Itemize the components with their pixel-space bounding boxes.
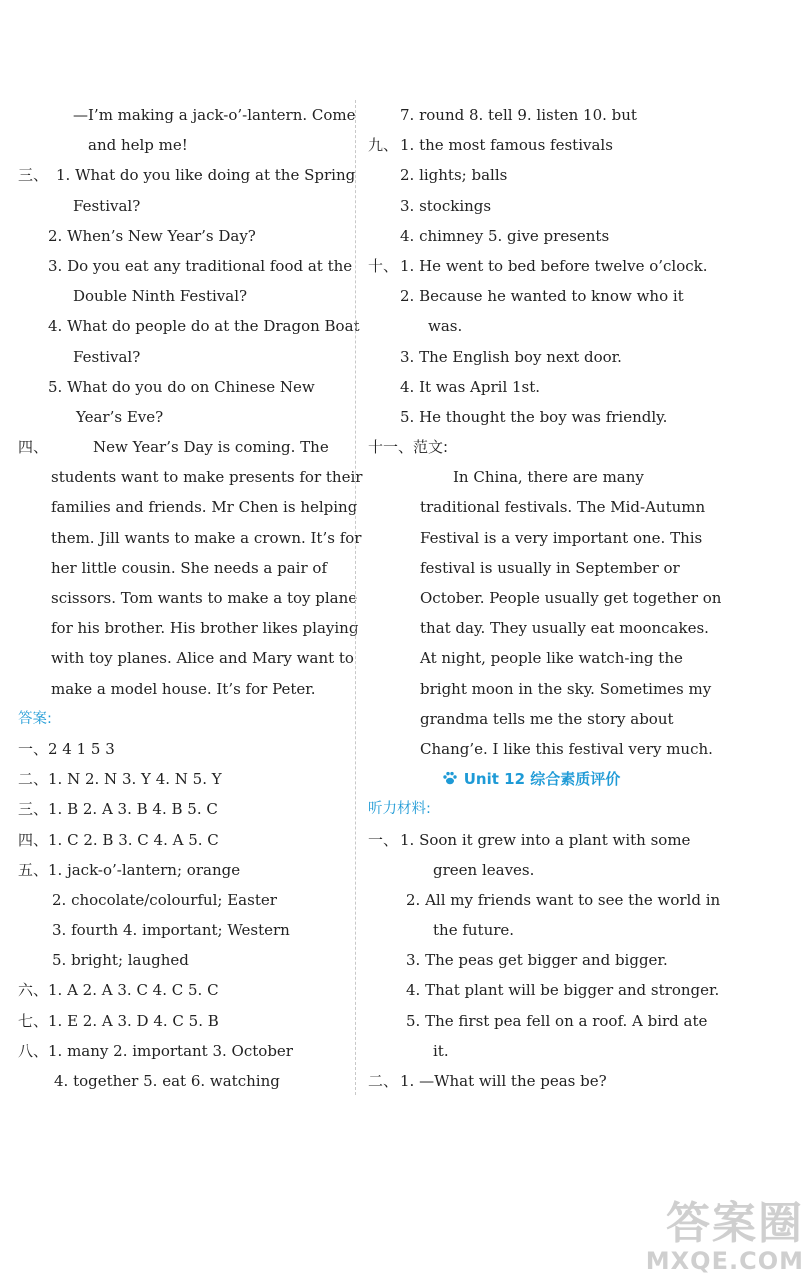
right-column [368,100,722,1096]
column-divider [355,100,356,1095]
text-line: Festival? [73,196,141,215]
text-line: for his brother. His brother likes playing [51,619,359,638]
essay-line: At night, people like watch-ing the [420,649,683,668]
text-line: 5. The first pea fell on a roof. A bird ate [406,1011,708,1030]
essay-line: grandma tells me the story about [420,709,674,728]
answer-line: 七、1. E 2. A 3. D 4. C 5. B [18,1011,219,1030]
section-11-heading [368,432,694,462]
text-line: 1. —What will the peas be? [400,1072,607,1090]
text-line: scissors. Tom wants to make a toy plane [51,589,358,607]
answer-line: 5. bright; laughed [52,951,189,970]
watermark [624,1200,804,1274]
answer-line: 四、1. C 2. B 3. C 4. A 5. C [18,830,219,849]
section-10-item-1 [368,251,708,281]
text-line: 3. Do you eat any traditional food at the [48,256,353,275]
text-line: 4. chimney 5. give presents [400,226,610,245]
essay-line: October. People usually get together on [420,589,722,607]
text-line: New Year’s Day is coming. The [93,438,329,457]
answer-line: 二、1. N 2. N 3. Y 4. N 5. Y [18,770,222,789]
text-line: 5. He thought the boy was friendly. [400,407,668,426]
essay-line: that day. They usually eat mooncakes. [420,619,709,638]
text-line: families and friends. Mr Chen is helping [51,498,358,517]
text-line: green leaves. [433,860,535,879]
text-line: and help me! [88,136,188,155]
paw-icon [442,771,458,785]
answers-heading: 答案: [18,710,52,727]
text-line: Double Ninth Festival? [73,287,248,306]
model-essay-label: 范文: [413,438,449,457]
text-line: 3. The peas get bigger and bigger. [406,951,668,970]
text-line: 1. He went to bed before twelve o’clock. [400,256,708,275]
answer-line: 三、1. B 2. A 3. B 4. B 5. C [18,800,218,819]
text-line: 1. the most famous festivals [400,136,613,155]
text-line: 4. It was April 1st. [400,377,541,396]
text-line: 2. When’s New Year’s Day? [48,226,256,245]
text-line: —I’m making a jack-o’-lantern. Come [73,106,356,124]
text-line: 2. All my friends want to see the world in [406,890,721,909]
listening-2-item-1 [368,1066,694,1096]
text-line: with toy planes. Alice and Mary want to [51,649,354,668]
section-3-item-1 [18,160,356,190]
text-line: 2. Because he wanted to know who it [400,287,684,306]
section-4-first-line [18,432,343,462]
text-line: Festival? [73,347,141,366]
watermark-url: MXQE.COM [645,1247,804,1275]
listening-1-item-1 [368,825,694,855]
essay-line: festival is usually in September or [420,558,680,577]
answer-line: 八、1. many 2. important 3. October [18,1041,293,1060]
text-line: them. Jill wants to make a crown. It’s for [51,528,362,547]
text-line: it. [433,1041,449,1060]
answer-line: 一、2 4 1 5 3 [18,739,115,758]
section-marker: 十、 [368,256,399,275]
answer-line: 五、1. jack-o’-lantern; orange [18,860,241,879]
text-line: 4. What do people do at the Dragon Boat [48,317,360,336]
essay-line: Chang’e. I like this festival very much. [420,739,713,758]
text-line: 3. The English boy next door. [400,347,622,366]
text-line: 1. Soon it grew into a plant with some [400,830,691,849]
text-line: 4. That plant will be bigger and stronger. [406,981,720,1000]
answer-line: 六、1. A 2. A 3. C 4. C 5. C [18,981,219,1000]
section-marker: 四、 [18,438,49,457]
essay-line: In China, there are many [453,468,644,487]
unit-title: Unit 12 综合素质评价 [463,770,621,789]
text-line: 3. stockings [400,196,492,215]
text-line: 5. What do you do on Chinese New [48,377,315,396]
answer-line: 2. chocolate/colourful; Easter [52,890,277,909]
left-column [18,100,363,1096]
text-line: students want to make presents for their [51,468,363,487]
text-line: 2. lights; balls [400,166,508,185]
watermark-logo: 答案圈 [666,1198,804,1249]
unit-heading [368,764,694,794]
section-marker: 二、 [368,1072,399,1090]
answer-line: 7. round 8. tell 9. listen 10. but [400,106,637,124]
section-marker: 九、 [368,136,399,155]
text-line: Year’s Eve? [76,407,164,426]
text-line: 1. What do you like doing at the Spring [56,166,356,185]
text-line: make a model house. It’s for Peter. [51,679,316,698]
section-marker: 三、 [18,166,49,185]
section-9-item-1 [368,130,694,160]
text-line: was. [428,317,463,336]
essay-line: Festival is a very important one. This [420,528,703,547]
essay-line: traditional festivals. The Mid-Autumn [420,498,706,517]
answer-line: 4. together 5. eat 6. watching [54,1072,280,1090]
text-line: the future. [433,921,515,940]
essay-line: bright moon in the sky. Sometimes my [420,679,712,698]
text-line: her little cousin. She needs a pair of [51,558,327,577]
section-marker: 一、 [368,830,399,849]
listening-heading: 听力材料: [368,801,431,818]
section-marker: 十一、 [368,438,414,457]
answer-line: 3. fourth 4. important; Western [52,921,290,940]
